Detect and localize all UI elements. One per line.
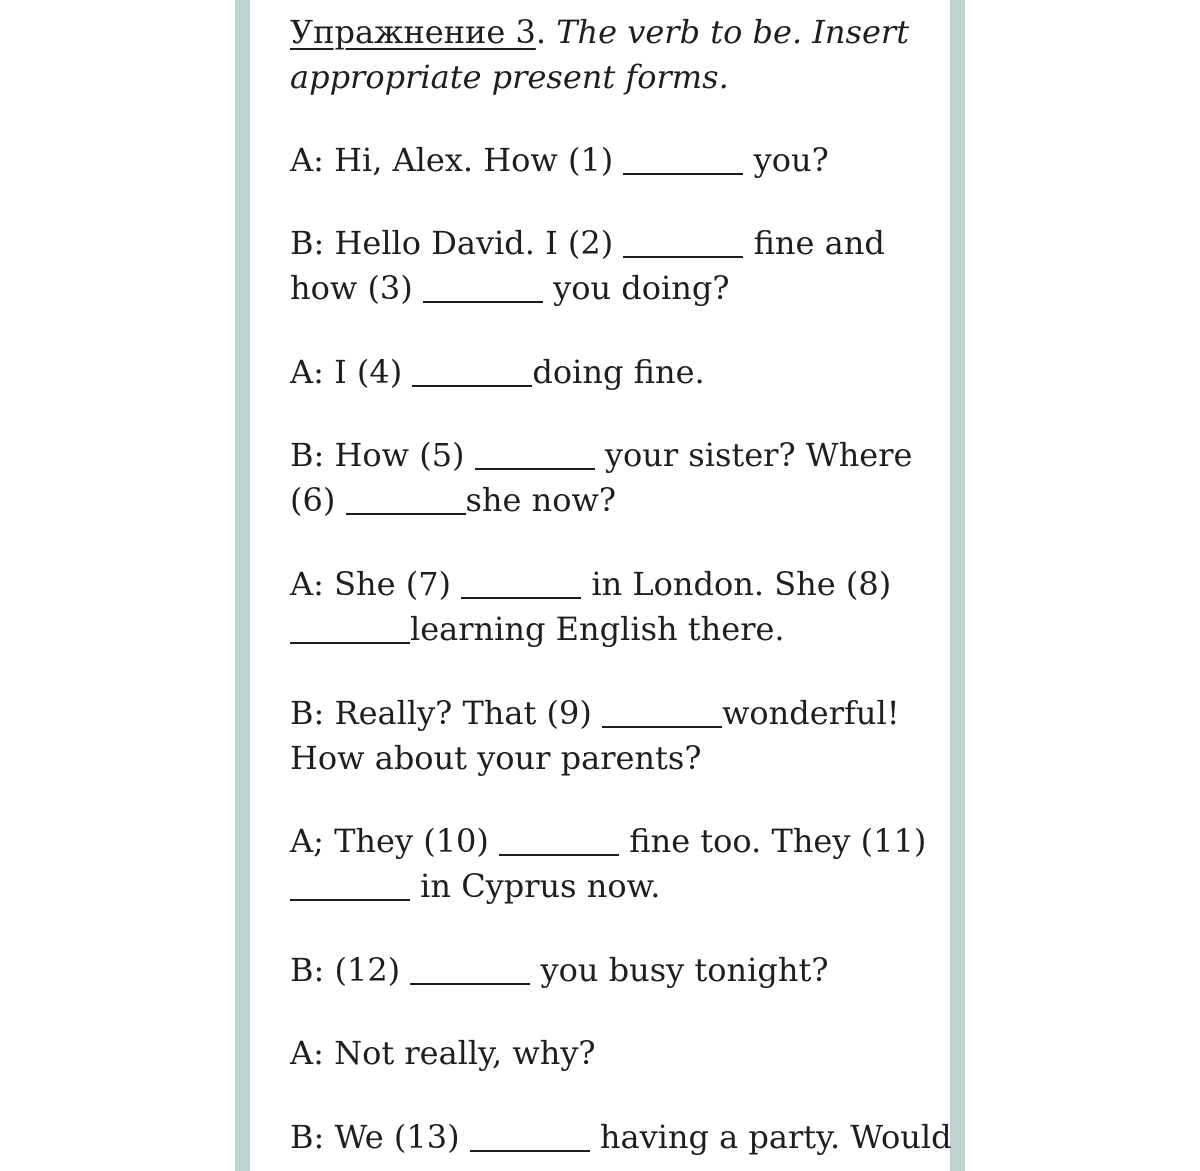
- left-border-bar: [235, 0, 250, 1171]
- dialogue-line-15: [290, 1115, 952, 1160]
- line-text: how (3): [290, 269, 423, 307]
- line-text: B: Really? That (9): [290, 694, 603, 732]
- answer-blank-10: [499, 824, 619, 856]
- exercise-title: The verb to be. Insert appropriate present forms.: [290, 13, 910, 96]
- dialogue-line-9: [290, 691, 900, 736]
- line-text: A; They (10): [290, 822, 500, 860]
- exercise-heading: [290, 10, 930, 100]
- line-text: fine too. They (11): [619, 822, 927, 860]
- answer-blank-9: [602, 696, 722, 728]
- answer-blank-8: [290, 612, 410, 644]
- dialogue-line-12: [290, 864, 660, 909]
- line-text: you?: [743, 141, 829, 179]
- dialogue-line-5: [290, 433, 912, 478]
- line-text: you doing?: [542, 269, 730, 307]
- line-text: B: (12): [290, 951, 411, 989]
- answer-blank-12: [410, 953, 530, 985]
- dialogue-line-1: [290, 138, 829, 183]
- answer-blank-6: [346, 483, 466, 515]
- dialogue-line-14: [290, 1031, 596, 1076]
- line-text: learning English there.: [410, 610, 785, 648]
- dialogue-line-2: [290, 221, 885, 266]
- line-text: B: How (5): [290, 436, 475, 474]
- dialogue-line-7: [290, 562, 891, 607]
- answer-blank-7: [461, 567, 581, 599]
- dialogue-line-4: [290, 350, 705, 395]
- answer-blank-11: [290, 869, 410, 901]
- answer-blank-3: [423, 271, 543, 303]
- line-text: she now?: [465, 481, 617, 519]
- right-border-bar: [950, 0, 965, 1171]
- line-text: B: We (13): [290, 1118, 470, 1156]
- line-text: A: I (4): [290, 353, 413, 391]
- line-text: How about your parents?: [290, 739, 702, 777]
- answer-blank-5: [475, 438, 595, 470]
- line-text: having a party. Would: [589, 1118, 952, 1156]
- exercise-label: Упражнение 3: [290, 13, 536, 51]
- dialogue-line-11: [290, 819, 926, 864]
- dialogue-line-8: [290, 607, 785, 652]
- line-text: A: Hi, Alex. How (1): [290, 141, 624, 179]
- line-text: fine and: [743, 224, 885, 262]
- line-text: wonderful!: [722, 694, 900, 732]
- line-text: (6): [290, 481, 346, 519]
- dialogue-line-6: [290, 478, 616, 523]
- line-text: B: Hello David. I (2): [290, 224, 624, 262]
- dialogue-line-10: [290, 736, 701, 781]
- line-text: you busy tonight?: [530, 951, 829, 989]
- heading-separator: .: [535, 13, 547, 51]
- line-text: in Cyprus now.: [410, 867, 661, 905]
- answer-blank-1: [623, 143, 743, 175]
- dialogue-line-3: [290, 266, 729, 311]
- answer-blank-4: [412, 355, 532, 387]
- line-text: your sister? Where: [594, 436, 913, 474]
- line-text: A: Not really, why?: [290, 1034, 596, 1072]
- answer-blank-2: [623, 226, 743, 258]
- dialogue-line-13: [290, 948, 828, 993]
- answer-blank-13: [470, 1120, 590, 1152]
- line-text: in London. She (8): [581, 565, 892, 603]
- line-text: doing fine.: [532, 353, 705, 391]
- line-text: A: She (7): [290, 565, 462, 603]
